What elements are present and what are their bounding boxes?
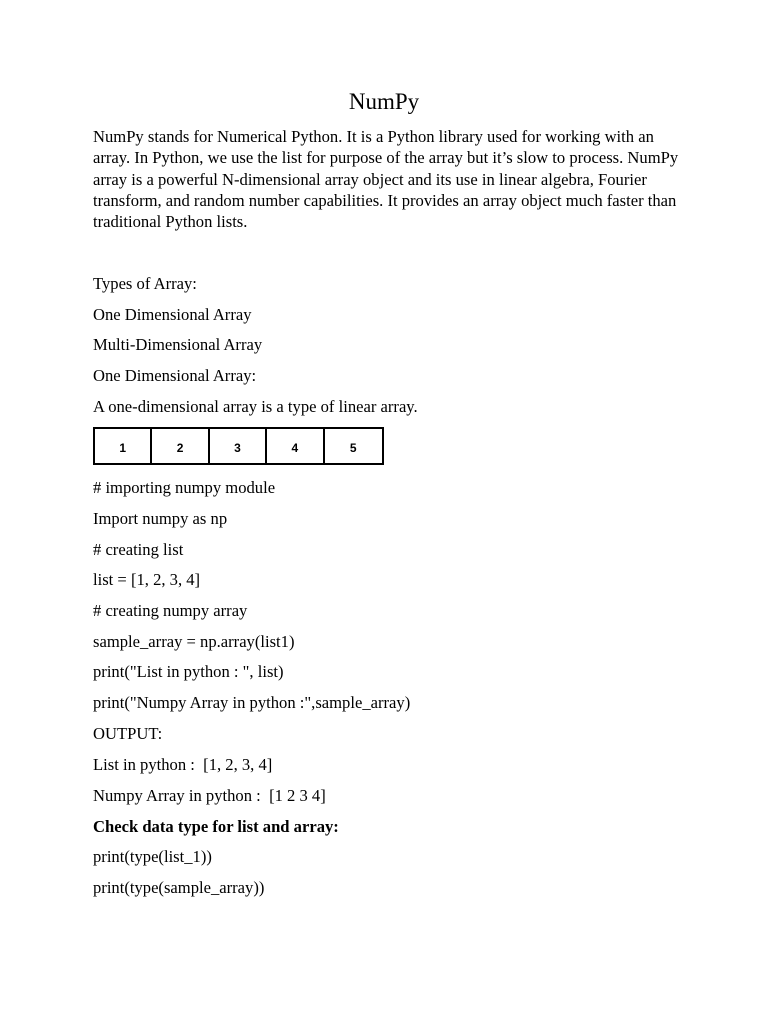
code-line: sample_array = np.array(list1) bbox=[93, 632, 295, 651]
code-line: Import numpy as np bbox=[93, 509, 228, 528]
one-dim-heading: One Dimensional Array: bbox=[93, 366, 257, 385]
array-cell: 2 bbox=[152, 429, 209, 463]
output-line: Numpy Array in python : [1 2 3 4] bbox=[93, 786, 326, 805]
output-heading: OUTPUT: bbox=[93, 724, 163, 743]
code-line: print("Numpy Array in python :",sample_array) bbox=[93, 693, 411, 712]
types-heading: Types of Array: bbox=[93, 274, 197, 293]
page-title: NumPy bbox=[348, 89, 420, 114]
array-cell: 5 bbox=[349, 440, 357, 455]
type-multi-dimensional: Multi-Dimensional Array bbox=[93, 335, 263, 354]
code-line: # creating list bbox=[93, 540, 184, 559]
type-one-dimensional: One Dimensional Array bbox=[93, 305, 252, 324]
code-line: list = [1, 2, 3, 4] bbox=[93, 570, 201, 589]
intro-paragraph: NumPy stands for Numerical Python. It is a Python library used for working with an array. In Python, we use the list for purpose of the array but it’s slow to process. NumPy array is a powerful N-dimensional array object and its use in linear algebra, Fourier transform, and random number capabilities. It provides an array object much faster than traditional Python lists. bbox=[93, 127, 679, 232]
array-diagram bbox=[93, 427, 384, 465]
array-cell: 1 bbox=[95, 429, 152, 463]
output-line: List in python : [1, 2, 3, 4] bbox=[93, 755, 273, 774]
one-dim-description: A one-dimensional array is a type of linear array. bbox=[93, 397, 418, 416]
check-code-line: print(type(list_1)) bbox=[93, 847, 212, 866]
code-line: print("List in python : ", list) bbox=[93, 662, 284, 681]
check-heading: Check data type for list and array: bbox=[93, 817, 339, 836]
code-line: # importing numpy module bbox=[93, 478, 276, 497]
array-cell: 3 bbox=[210, 429, 267, 463]
code-line: # creating numpy array bbox=[93, 601, 248, 620]
array-cell: 4 bbox=[267, 429, 324, 463]
check-code-line: print(type(sample_array)) bbox=[93, 878, 265, 897]
